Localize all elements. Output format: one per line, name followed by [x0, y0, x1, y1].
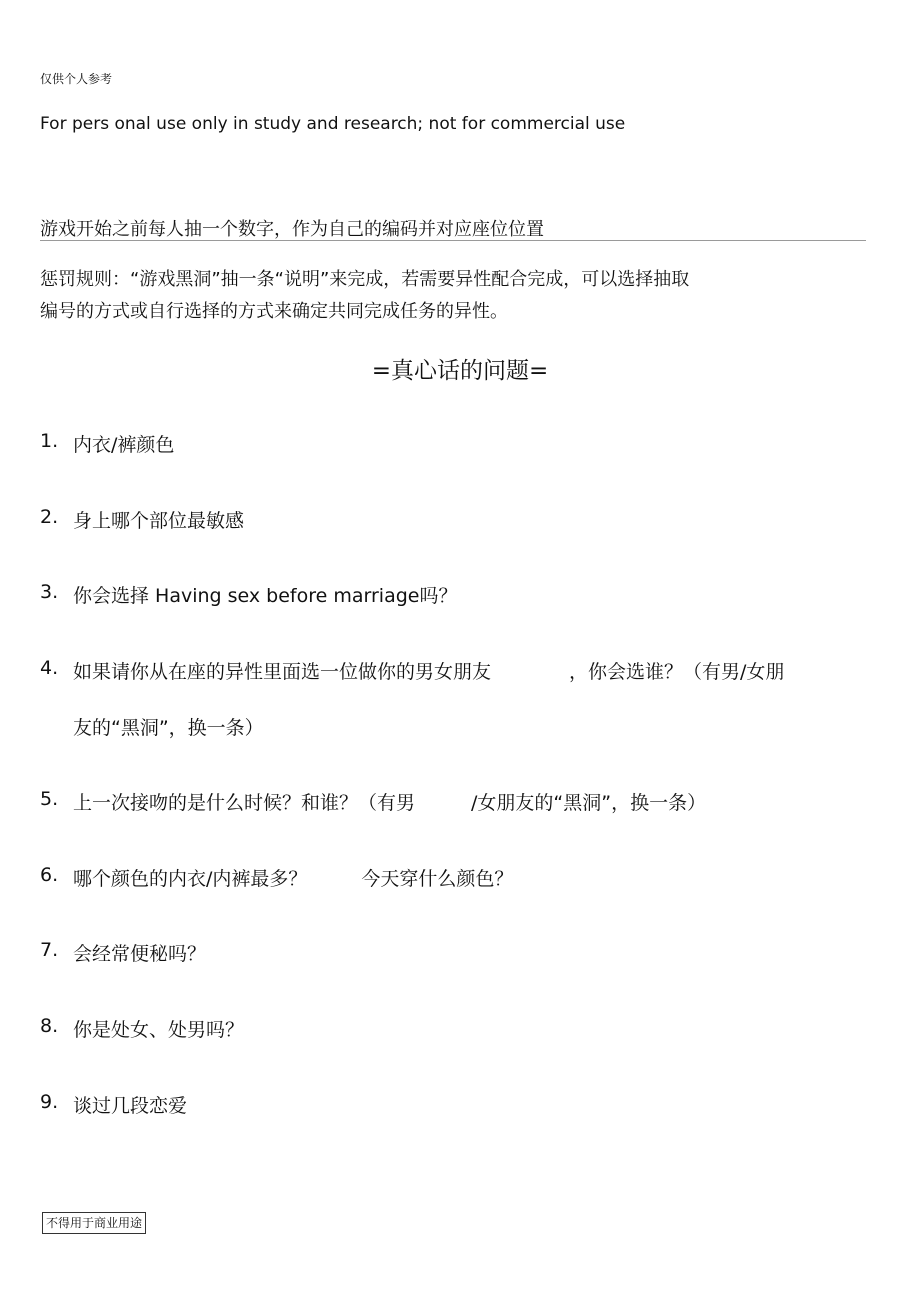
- question-text-part: 上一次接吻的是什么时候？和谁？（有男: [73, 792, 416, 814]
- question-number: 4.: [40, 657, 59, 679]
- question-text: 你会选择 Having sex before marriage吗？: [73, 585, 458, 607]
- question-text: 你是处女、处男吗？: [73, 1019, 245, 1041]
- question-text-continued: 友的“黑洞”，换一条）: [73, 717, 264, 739]
- question-text: 会经常便秘吗？: [73, 943, 207, 965]
- english-use-note: For pers onal use only in study and research; not for commercial use: [40, 114, 626, 134]
- question-number: 8.: [40, 1015, 59, 1037]
- question-text: [73, 788, 706, 815]
- question-number: 3.: [40, 581, 59, 603]
- question-text: 身上哪个部位最敏感: [73, 510, 245, 532]
- personal-use-note: 仅供个人参考: [40, 72, 113, 86]
- question-text-part: /女朋友的“黑洞”，换一条）: [471, 792, 707, 814]
- section-title: =真心话的问题=: [371, 358, 549, 384]
- question-number: 5.: [40, 788, 59, 810]
- question-text: 内衣/裤颜色: [73, 434, 175, 456]
- divider-line: [40, 240, 866, 241]
- penalty-rules: [40, 264, 800, 328]
- question-number: 6.: [40, 864, 59, 886]
- question-text-part: 哪个颜色的内衣/内裤最多？: [73, 868, 308, 890]
- question-number: 9.: [40, 1091, 59, 1113]
- question-text: [73, 864, 513, 891]
- question-number: 2.: [40, 506, 59, 528]
- question-text-part: ，你会选谁？（有男/女朋: [569, 661, 785, 683]
- penalty-line-2: 编号的方式或自行选择的方式来确定共同完成任务的异性。: [40, 301, 508, 322]
- game-intro: 游戏开始之前每人抽一个数字，作为自己的编码并对应座位位置: [40, 219, 544, 240]
- question-text-part: 如果请你从在座的异性里面选一位做你的男女朋友: [73, 661, 492, 683]
- footer-notice: 不得用于商业用途: [42, 1212, 146, 1234]
- question-text: [73, 657, 784, 684]
- question-text: 谈过几段恋爱: [73, 1095, 188, 1117]
- question-text-part: 今天穿什么颜色？: [361, 868, 514, 890]
- penalty-line-1: 惩罚规则：“游戏黑洞”抽一条“说明”来完成，若需要异性配合完成，可以选择抽取: [40, 269, 690, 290]
- question-number: 7.: [40, 939, 59, 961]
- question-number: 1.: [40, 430, 59, 452]
